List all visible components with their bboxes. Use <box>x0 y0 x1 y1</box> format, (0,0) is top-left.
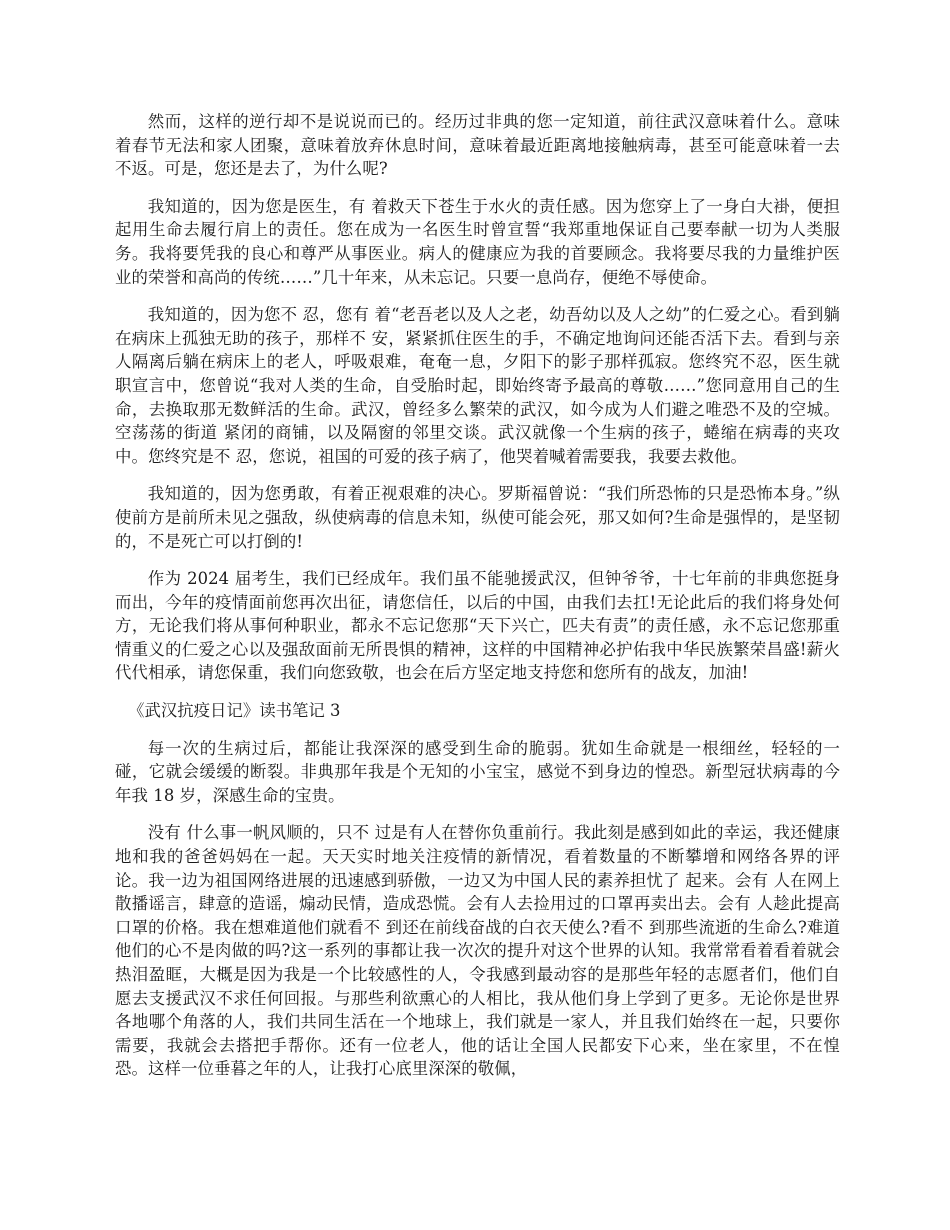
paragraph-4: 我知道的，因为您勇敢，有着正视艰难的决心。罗斯福曾说：“我们所恐怖的只是恐怖本身。”纵使前方是前所未见之强敌，纵使病毒的信息未知，纵使可能会死，那又如何?生命是强悍的，是坚韧的，不是死亡可以打倒的! <box>115 484 840 551</box>
paragraph-2: 我知道的，因为您是医生，有 着救天下苍生于水火的责任感。因为您穿上了一身白大褂，便担起用生命去履行肩上的责任。您在成为一名医生时曾宣誓“我郑重地保证自己要奉献一切为人类服务。我将要凭我的良心和尊严从事医业。病人的健康应为我的首要顾念。我将要尽我的力量维护医业的荣誉和高尚的传统……”几十年来，从未忘记。只要一息尚存，便绝不辱使命。 <box>115 196 840 287</box>
section-title: 《武汉抗疫日记》读书笔记 3 <box>128 701 341 721</box>
paragraph-1: 然而，这样的逆行却不是说说而已的。经历过非典的您一定知道，前往武汉意味着什么。意味着春节无法和家人团聚，意味着放弃休息时间，意味着最近距离地接触病毒，甚至可能意味着一去不返。可是，您还是去了，为什么呢? <box>115 112 840 179</box>
paragraph-6: 每一次的生病过后，都能让我深深的感受到生命的脆弱。犹如生命就是一根细丝，轻轻的一碰，它就会缓缓的断裂。非典那年我是个无知的小宝宝，感觉不到身边的惶恐。新型冠状病毒的今年我 18 岁，深感生命的宝贵。 <box>115 738 840 805</box>
document-body <box>115 110 840 1081</box>
paragraph-7: 没有 什么事一帆风顺的，只不 过是有人在替你负重前行。我此刻是感到如此的幸运，我还健康地和我的爸爸妈妈在一起。天天实时地关注疫情的新情况，看着数量的不断攀增和网络各界的评论。我一边为祖国网络进展的迅速感到骄傲，一边又为中国人民的素养担忧了 起来。会有 人在网上散播谣言，肆意的造谣，煽动民情，造成恐慌。会有人去捡用过的口罩再卖出去。会有 人趁此提高口罩的价格。我在想难道他们就看不 到还在前线奋战的白衣天使么?看不 到那些流逝的生命么?难道他们的心不是肉做的吗?这一系列的事都让我一次次的提升对这个世界的认知。我常常看着看着就会热泪盈眶，大概是因为我是一个比较感性的人，令我感到最动容的是那些年轻的志愿者们，他们自愿去支援武汉不求任何回报。与那些利欲熏心的人相比，我从他们身上学到了更多。无论你是世界各地哪个角落的人，我们共同生活在一个地球上，我们就是一家人，并且我们始终在一起，只要你需要，我就会去搭把手帮你。还有一位老人，他的话让全国人民都安下心来，坐在家里，不在惶恐。这样一位垂暮之年的人，让我打心底里深深的敬佩， <box>115 823 840 1079</box>
paragraph-3: 我知道的，因为您不 忍，您有 着“老吾老以及人之老，幼吾幼以及人之幼”的仁爱之心。看到躺在病床上孤独无助的孩子，那样不 安，紧紧抓住医生的手，不确定地询问还能否活下去。看到与亲人隔离后躺在病床上的老人，呼吸艰难，奄奄一息，夕阳下的影子那样孤寂。您终究不忍，医生就职宣言中，您曾说“我对人类的生命，自受胎时起，即始终寄予最高的尊敬……”您同意用自己的生命，去换取那无数鲜活的生命。武汉，曾经多么繁荣的武汉，如今成为人们避之唯恐不及的空城。空荡荡的街道 紧闭的商铺，以及隔窗的邻里交谈。武汉就像一个生病的孩子，蜷缩在病毒的夹攻中。您终究是不 忍，您说，祖国的可爱的孩子病了，他哭着喊着需要我，我要去救他。 <box>115 305 840 466</box>
paragraph-5: 作为 2024 届考生，我们已经成年。我们虽不能驰援武汉，但钟爷爷，十七年前的非典您挺身而出，今年的疫情面前您再次出征，请您信任，以后的中国，由我们去扛!无论此后的我们将身处何方，无论我们将从事何种职业，都永不忘记您那“天下兴亡，匹夫有责”的责任感，永不忘记您那重情重义的仁爱之心以及强敌面前无所畏惧的精神，这样的中国精神必护佑我中华民族繁荣昌盛!薪火代代相承，请您保重，我们向您致敬，也会在后方坚定地支持您和您所有的战友，加油! <box>115 569 840 683</box>
